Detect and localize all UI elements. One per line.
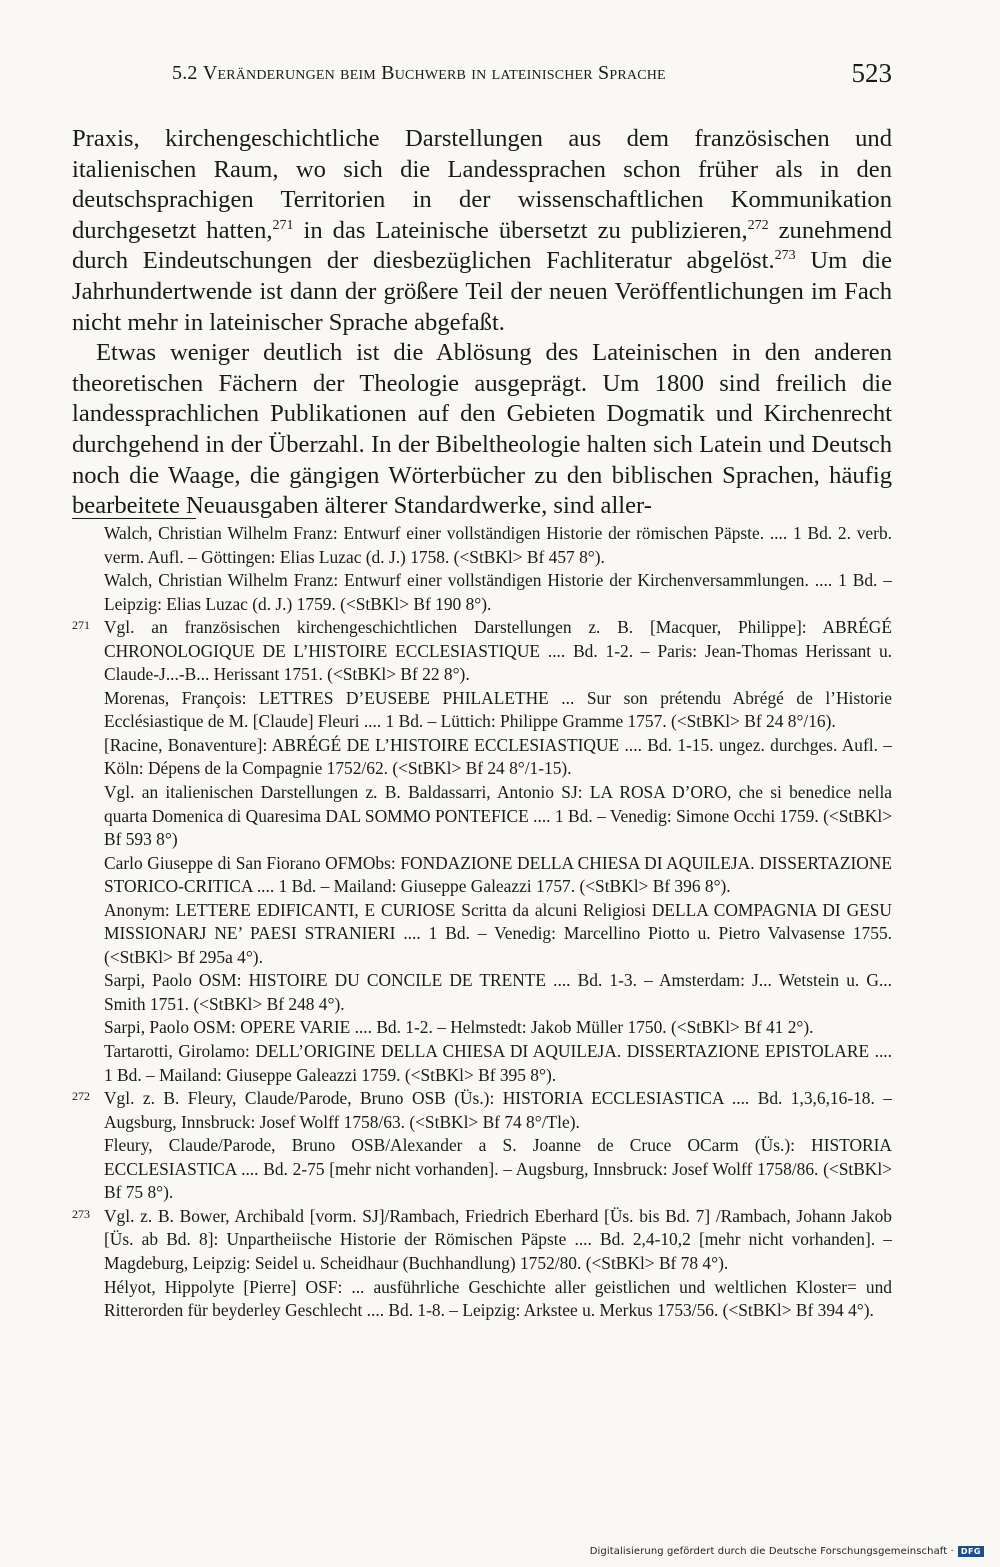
digitization-credit — [590, 1546, 984, 1557]
footnote-ref-272[interactable]: 272 — [747, 217, 769, 233]
footnote-272 — [72, 1087, 892, 1205]
footnote-number: 271 — [72, 618, 90, 633]
footnote-number: 272 — [72, 1089, 90, 1104]
footnote-entry: Sarpi, Paolo OSM: OPERE VARIE .... Bd. 1-2. – Helmstedt: Jakob Müller 1750. (<StBKl> Bf 41 2°). — [104, 1017, 814, 1038]
footnote-entry: Vgl. an italienischen Darstellungen z. B. Baldassarri, Antonio SJ: LA ROSA D’ORO, che si benedice nella quarta Domenica di Quaresima DAL SOMMO PONTEFICE .... 1 Bd. – Venedig: Simone Occhi 1759. (<StBKl> Bf 593 8°) — [104, 782, 892, 850]
footnote-entry: Walch, Christian Wilhelm Franz: Entwurf einer vollständigen Historie der römischen Päpste. .... 1 Bd. 2. verb. verm. Aufl. – Göttingen: Elias Luzac (d. J.) 1758. (<StBKl> Bf 457 8°). — [104, 523, 892, 567]
footnote-entry: Tartarotti, Girolamo: DELL’ORIGINE DELLA CHIESA DI AQUILEJA. DISSERTAZIONE EPISTOLARE .... 1 Bd. – Mailand: Giuseppe Galeazzi 1759. (<StBKl> Bf 395 8°). — [104, 1041, 892, 1085]
footnote-entry: Anonym: LETTERE EDIFICANTI, E CURIOSE Scritta da alcuni Religiosi DELLA COMPAGNIA DI GESU MISSIONARJ NE’ PAESI STRANIERI .... 1 Bd. – Venedig: Marcellino Piotto u. Pietro Valvasense 1755. (<StBKl> Bf 295a 4°). — [104, 899, 892, 967]
footnote-entry: Vgl. z. B. Bower, Archibald [vorm. SJ]/Rambach, Friedrich Eberhard [Üs. bis Bd. 7] /Rambach, Johann Jakob [Üs. ab Bd. 8]: Unpartheiische Historie der Römischen Päpste .... Bd. 2,4-10,2 [mehr nicht vorhanden]. – Magdeburg, Leipzig: Seidel u. Scheidhaur (Buchhandlung) 1752/80. (<StBKl> Bf 78 4°). — [104, 1205, 892, 1273]
footnotes — [72, 522, 892, 1323]
body-text — [72, 124, 892, 522]
footnote-number: 273 — [72, 1206, 90, 1221]
footnote-entry: [Racine, Bonaventure]: ABRÉGÉ DE L’HISTOIRE ECCLESIASTIQUE .... Bd. 1-15. ungez. durchges. Aufl. – Köln: Dépens de la Compagnie 1752/62. (<StBKl> Bf 24 8°/1-15). — [104, 734, 892, 779]
paragraph-1-part-c: zunehmend durch Eindeutschungen der diesbezüglichen Fachliteratur abgelöst. — [72, 216, 892, 275]
paragraph-1-part-b: in das Lateinische übersetzt zu publizieren, — [293, 216, 748, 244]
footnote-entry: Vgl. an französischen kirchengeschichtlichen Darstellungen z. B. [Macquer, Philippe]: ABRÉGÉ CHRONOLOGIQUE DE L’HISTOIRE ECCLESIASTIQUE .... Bd. 1-2. – Paris: Jean-Thomas Herissant u. Claude-J...-B... Herissant 1751. (<StBKl> Bf 22 8°). — [104, 617, 892, 685]
footnote-ref-273[interactable]: 273 — [774, 248, 796, 264]
credit-text: Digitalisierung gefördert durch die Deutsche Forschungsgemeinschaft · — [589, 1546, 954, 1557]
dfg-logo: DFG — [958, 1546, 984, 1557]
section-title: Veränderungen beim Buchwerb in lateinischer Sprache — [202, 62, 666, 84]
footnote-entry: Sarpi, Paolo OSM: HISTOIRE DU CONCILE DE TRENTE .... Bd. 1-3. – Amsterdam: J... Wetstein u. G... Smith 1751. (<StBKl> Bf 248 4°). — [104, 970, 892, 1014]
footnote-divider — [72, 518, 196, 519]
footnote-271 — [72, 616, 892, 1087]
footnote-continuation — [72, 522, 892, 616]
running-title — [172, 62, 666, 85]
paragraph-1-part-a: Praxis, kirchengeschichtliche Darstellungen aus dem französischen und italienischen Raum, wo sich die Landessprachen schon früher als in den deutschsprachigen Territorien in der wissenschaftlichen Kommunikation durchgesetzt hatten, — [72, 125, 892, 244]
footnote-273 — [72, 1205, 892, 1323]
footnote-entry: Vgl. z. B. Fleury, Claude/Parode, Bruno OSB (Üs.): HISTORIA ECCLESIASTICA .... Bd. 1,3,6,16-18. – Augsburg, Innsbruck: Josef Wolff 1758/63. (<StBKl> Bf 74 8°/Tle). — [104, 1088, 892, 1132]
running-header — [172, 58, 892, 92]
footnote-entry: Hélyot, Hippolyte [Pierre] OSF: ... ausführliche Geschichte aller geistlichen und weltlichen Kloster= und Ritterorden für beyderley Geschlecht .... Bd. 1-8. – Leipzig: Arkstee u. Merkus 1753/56. (<StBKl> Bf 394 4°). — [104, 1276, 892, 1321]
footnote-entry: Morenas, François: LETTRES D’EUSEBE PHILALETHE ... Sur son prétendu Abrégé de l’Historie Ecclésiastique de M. [Claude] Fleuri .... 1 Bd. – Lüttich: Philippe Gramme 1757. (<StBKl> Bf 24 8°/16). — [104, 687, 892, 732]
section-number: 5.2 — [172, 62, 198, 84]
paragraph-1-part-d: Um die Jahrhundertwende ist dann der größere Teil der neuen Veröffentlichungen im Fach nicht mehr in lateinischer Sprache abgefaßt. — [72, 247, 892, 336]
paragraph-2: Etwas weniger deutlich ist die Ablösung des Lateinischen in den anderen theoretischen Fächern der Theologie ausgeprägt. Um 1800 sind freilich die landessprachlichen Publikationen auf den Gebieten Dogmatik und Kirchenrecht durchgehend in der Überzahl. In der Bibeltheologie halten sich Latein und Deutsch noch die Waage, die gängigen Wörterbücher zu den biblischen Sprachen, häufig bearbeitete Neuausgaben älterer Standardwerke, sind aller- — [72, 339, 892, 520]
footnote-entry: Walch, Christian Wilhelm Franz: Entwurf einer vollständigen Historie der Kirchenversammlungen. .... 1 Bd. – Leipzig: Elias Luzac (d. J.) 1759. (<StBKl> Bf 190 8°). — [104, 570, 892, 614]
footnote-entry: Carlo Giuseppe di San Fiorano OFMObs: FONDAZIONE DELLA CHIESA DI AQUILEJA. DISSERTAZIONE STORICO-CRITICA .... 1 Bd. – Mailand: Giuseppe Galeazzi 1757. (<StBKl> Bf 396 8°). — [104, 852, 892, 897]
footnote-entry: Fleury, Claude/Parode, Bruno OSB/Alexander a S. Joanne de Cruce OCarm (Üs.): HISTORIA ECCLESIASTICA .... Bd. 2-75 [mehr nicht vorhanden]. – Augsburg, Innsbruck: Josef Wolff 1758/86. (<StBKl> Bf 75 8°). — [104, 1135, 892, 1203]
page-number: 523 — [851, 58, 892, 88]
footnote-ref-271[interactable]: 271 — [272, 217, 294, 233]
paragraph-1 — [72, 124, 892, 338]
